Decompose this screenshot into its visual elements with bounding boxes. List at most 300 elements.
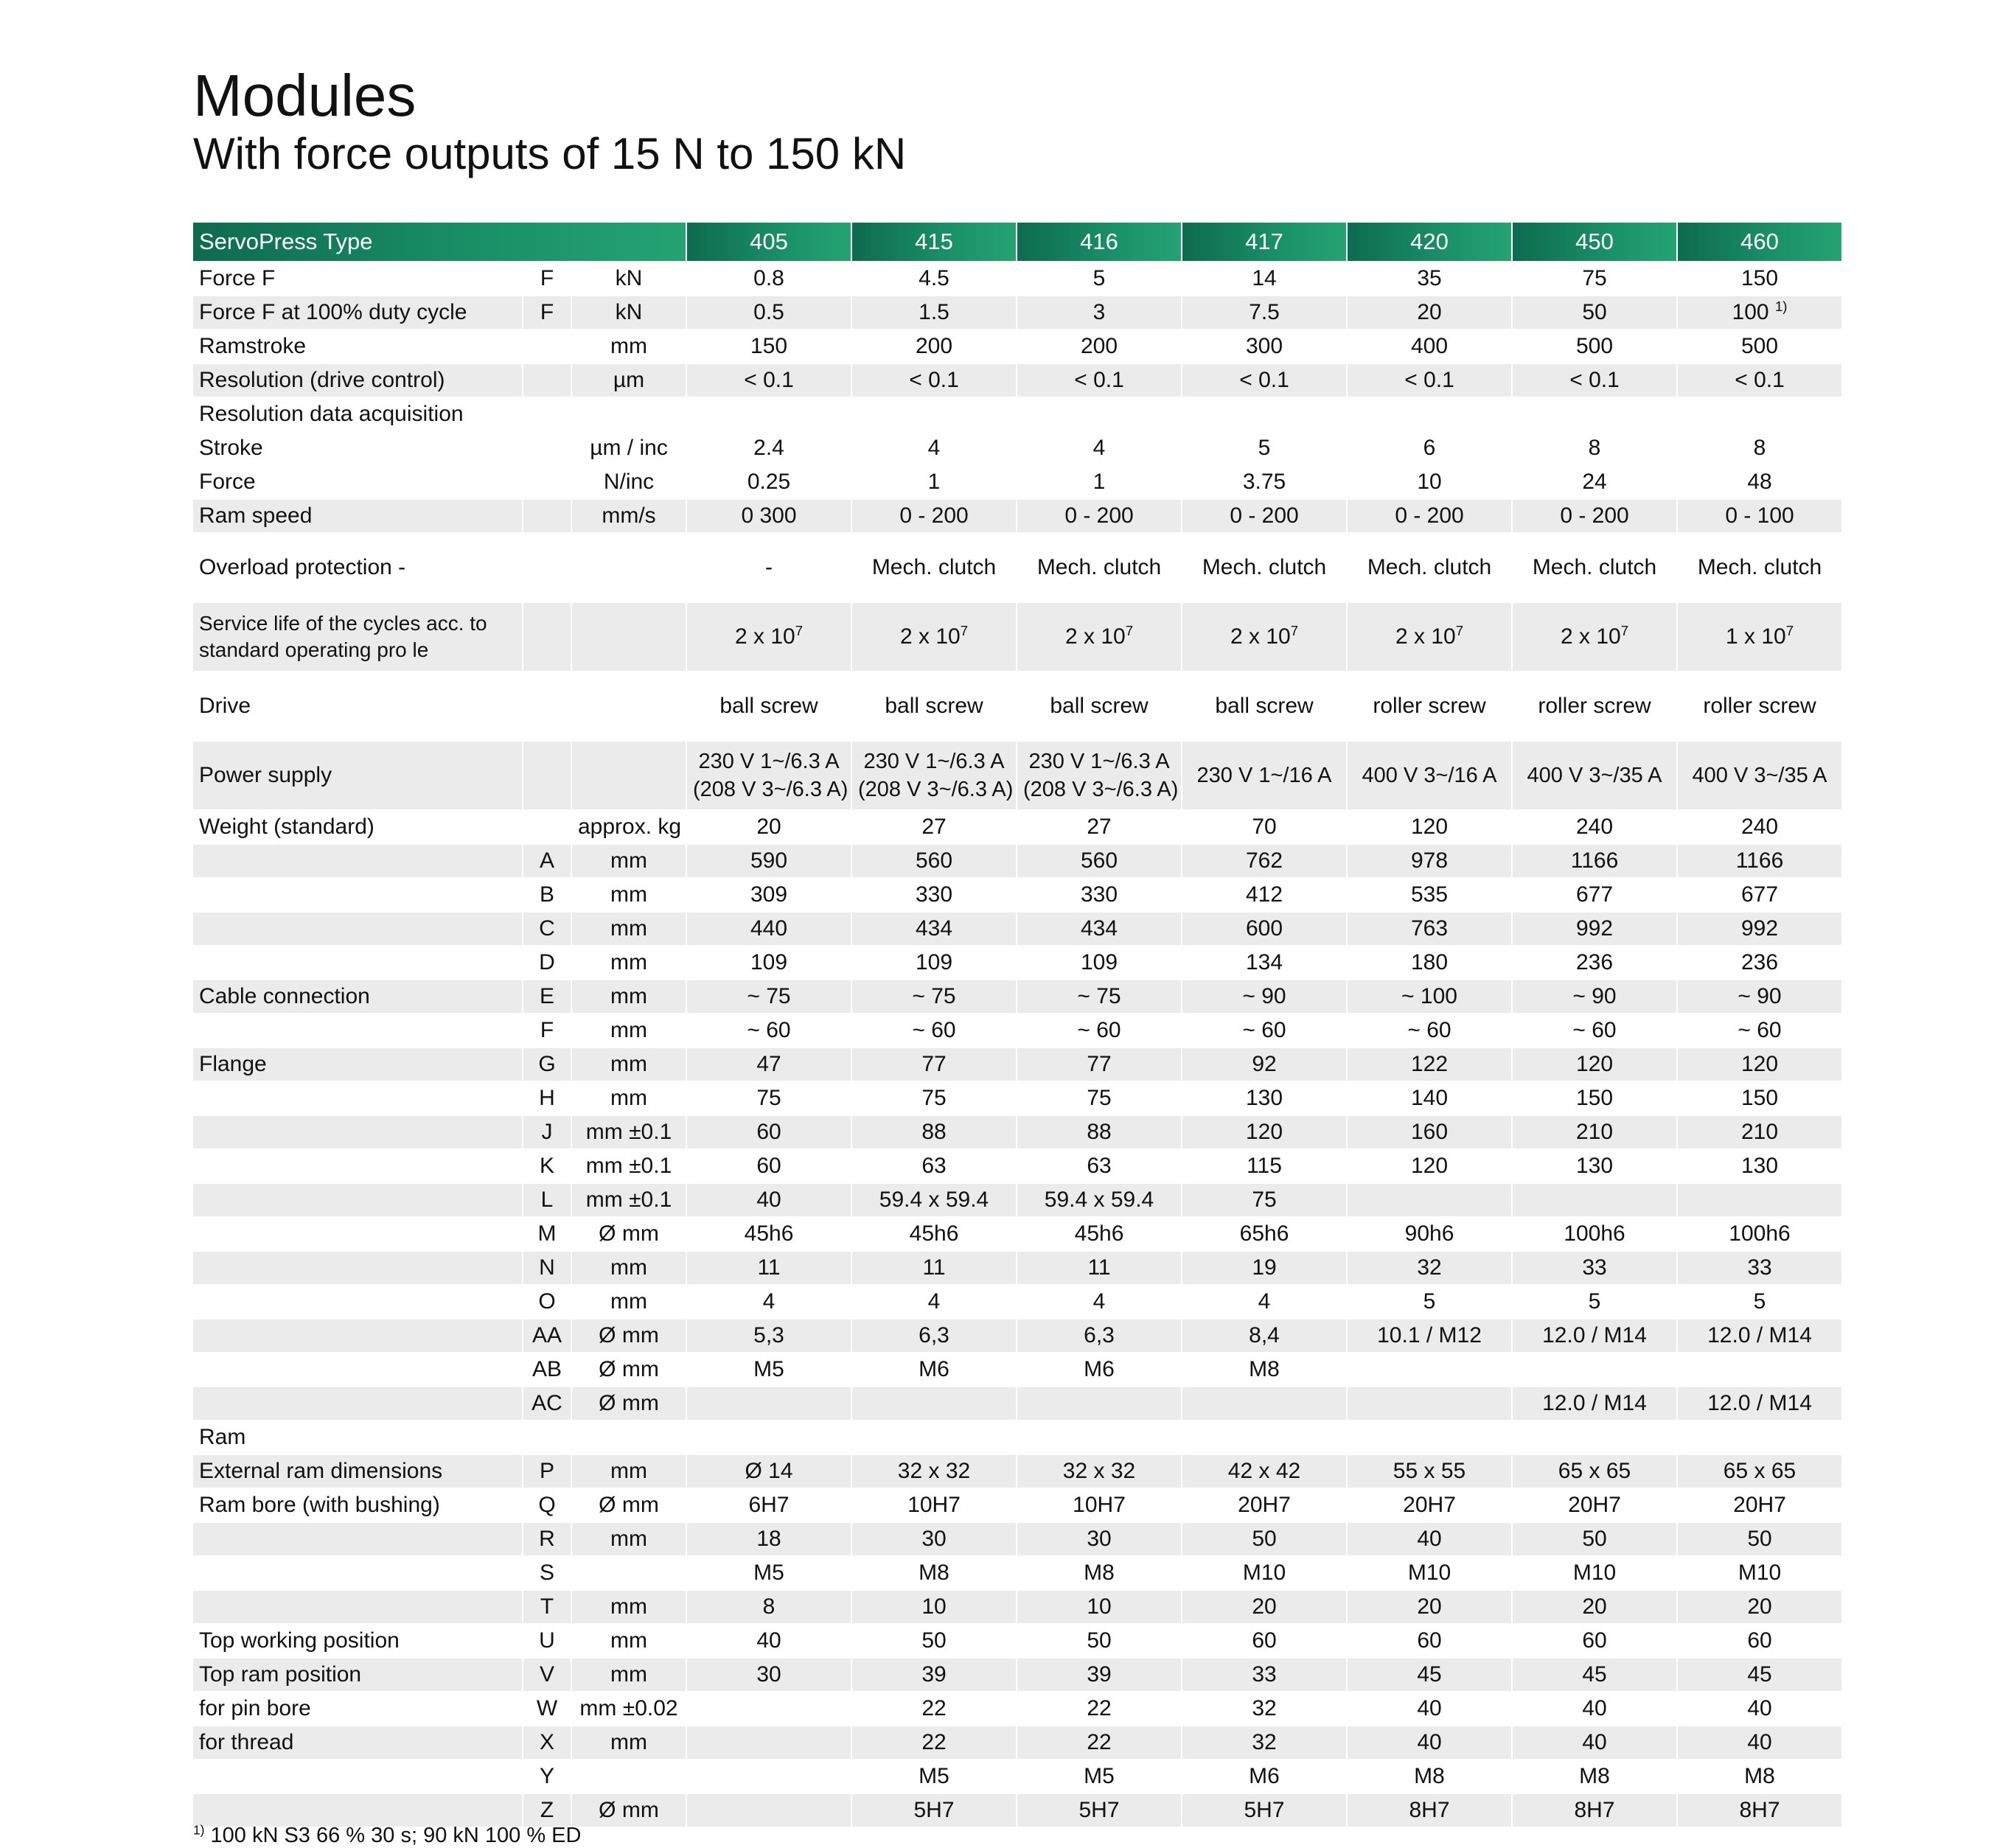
table-cell: M6 [1017,1353,1182,1387]
table-cell: 20 [1347,1590,1512,1624]
column-header: 420 [1347,223,1512,262]
table-cell [851,397,1017,431]
table-cell: Mech. clutch [1512,533,1677,602]
table-cell: 160 [1347,1115,1512,1149]
table-cell: 3 [1017,296,1182,329]
table-cell: 30 [686,1658,851,1692]
table-cell: 45 [1512,1658,1677,1692]
table-cell: 11 [686,1251,851,1285]
table-cell: 120 [1512,1047,1677,1081]
table-cell: 5,3 [686,1319,851,1353]
table-cell: 109 [1017,946,1182,980]
table-cell: < 0.1 [1182,363,1347,397]
row-label [193,1285,523,1319]
row-label [193,1149,523,1183]
cell-exponent: 7 [1455,623,1464,638]
table-cell: ~ 100 [1347,980,1512,1014]
table-cell: 11 [851,1251,1017,1285]
table-row [193,1353,1842,1387]
cell-value: 2 x 10 [1395,624,1456,649]
row-symbol: U [523,1624,571,1658]
table-cell: 50 [1017,1624,1182,1658]
row-symbol: Q [523,1488,571,1522]
table-cell: 45h6 [1017,1217,1182,1251]
footnote-text: 100 kN S3 66 % 30 s; 90 kN 100 % ED [204,1824,582,1847]
table-cell: 70 [1182,810,1347,844]
table-cell: 240 [1677,810,1842,844]
table-cell: 8 [1512,431,1677,465]
table-cell: 130 [1512,1149,1677,1183]
cell-exponent: 7 [1620,623,1629,638]
table-cell: 20H7 [1347,1488,1512,1522]
column-header: 450 [1512,223,1677,262]
table-cell: 677 [1677,878,1842,912]
table-cell: 12.0 / M14 [1677,1319,1842,1353]
row-unit: Ø mm [571,1387,686,1420]
table-cell [1182,602,1347,672]
table-cell: 4 [1017,1285,1182,1319]
table-cell: 6 [1347,431,1512,465]
table-cell: 762 [1182,844,1347,878]
table-cell [1677,741,1842,810]
table-cell: ~ 60 [1677,1014,1842,1047]
row-symbol [523,329,571,363]
table-cell: 200 [851,329,1017,363]
cell-value: 1 x 10 [1725,624,1786,649]
table-cell [1182,1420,1347,1454]
table-row [193,1081,1842,1115]
row-unit [571,1556,686,1590]
table-cell: M10 [1347,1556,1512,1590]
table-cell: 65 x 65 [1677,1454,1842,1488]
table-cell: 42 x 42 [1182,1454,1347,1488]
table-cell: 7.5 [1182,296,1347,329]
page-subtitle: With force outputs of 15 N to 150 kN [193,129,907,178]
table-cell [851,741,1017,810]
table-cell: 4 [686,1285,851,1319]
cell-value: 2 x 10 [734,624,795,649]
table-cell: ~ 60 [686,1014,851,1047]
table-cell: 560 [1017,844,1182,878]
cell-exponent: 7 [1785,623,1794,638]
table-cell: 59.4 x 59.4 [1017,1183,1182,1217]
table-cell: 65 x 65 [1512,1454,1677,1488]
table-cell: 39 [851,1658,1017,1692]
table-cell: 33 [1677,1251,1842,1285]
table-cell: 0 - 200 [1512,499,1677,533]
table-cell: 12.0 / M14 [1677,1387,1842,1420]
table-cell [1017,1387,1182,1420]
row-unit [571,1760,686,1793]
table-cell: 45h6 [851,1217,1017,1251]
row-symbol: S [523,1556,571,1590]
table-cell: 27 [851,810,1017,844]
row-label [193,1319,523,1353]
table-cell: M10 [1182,1556,1347,1590]
table-row [193,1522,1842,1556]
table-row [193,499,1842,533]
table-cell [686,1726,851,1760]
table-cell: 100h6 [1512,1217,1677,1251]
table-cell: 3.75 [1182,465,1347,499]
table-cell: 4 [851,431,1017,465]
row-symbol: B [523,878,571,912]
row-unit: mm [571,980,686,1014]
table-cell: 4 [851,1285,1017,1319]
table-cell: ~ 75 [851,980,1017,1014]
table-cell: 22 [851,1692,1017,1726]
table-cell [1677,397,1842,431]
row-symbol [523,810,571,844]
table-row [193,363,1842,397]
table-cell: 24 [1512,465,1677,499]
row-label: Ram bore (with bushing) [193,1488,523,1522]
table-cell [1017,397,1182,431]
row-symbol: V [523,1658,571,1692]
table-cell: 10H7 [851,1488,1017,1522]
cell-exponent: 7 [1125,623,1134,638]
table-row [193,1149,1842,1183]
row-unit: Ø mm [571,1319,686,1353]
row-label [193,1014,523,1047]
table-cell [1347,741,1512,810]
table-row [193,1488,1842,1522]
table-cell: 8 [1677,431,1842,465]
table-cell: Mech. clutch [851,533,1017,602]
table-cell [1017,741,1182,810]
row-symbol: P [523,1454,571,1488]
table-cell: < 0.1 [1677,363,1842,397]
table-row [193,741,1842,810]
table-cell: ~ 90 [1182,980,1347,1014]
row-symbol [523,499,571,533]
table-cell: 75 [1512,262,1677,296]
table-cell: 434 [1017,912,1182,946]
table-cell: 600 [1182,912,1347,946]
table-cell: 22 [1017,1692,1182,1726]
table-cell: 20 [1347,296,1512,329]
table-cell: 1 [851,465,1017,499]
table-cell: 200 [1017,329,1182,363]
row-label: Overload protection - [193,533,523,602]
footnote-ref: 1) [1774,299,1788,314]
table-cell: 120 [1182,1115,1347,1149]
table-cell: 1166 [1512,844,1677,878]
table-row [193,946,1842,980]
row-unit: mm [571,946,686,980]
row-label [193,1081,523,1115]
table-cell [686,741,851,810]
table-cell: 33 [1512,1251,1677,1285]
cell-line: 230 V 1~/6.3 A [698,750,840,773]
table-cell: 4 [1017,431,1182,465]
row-label [193,1387,523,1420]
row-symbol: X [523,1726,571,1760]
table-cell: M10 [1677,1556,1842,1590]
table-cell: ~ 60 [1182,1014,1347,1047]
row-unit: mm [571,1285,686,1319]
row-unit [571,672,686,741]
table-cell: 60 [1347,1624,1512,1658]
table-row [193,262,1842,296]
table-cell: 100h6 [1677,1217,1842,1251]
row-unit: mm [571,878,686,912]
row-unit [571,602,686,672]
row-label: Drive [193,672,523,741]
table-cell: 130 [1182,1081,1347,1115]
table-cell [686,397,851,431]
table-cell: 5 [1182,431,1347,465]
table-cell: 6,3 [851,1319,1017,1353]
table-cell: 6,3 [1017,1319,1182,1353]
table-cell: 1.5 [851,296,1017,329]
cell-line: 230 V 1~/6.3 A [863,750,1005,773]
table-cell: ~ 60 [851,1014,1017,1047]
table-cell [686,1793,851,1827]
table-cell: 22 [1017,1726,1182,1760]
table-cell: 978 [1347,844,1512,878]
table-row [193,1047,1842,1081]
table-cell [1347,1353,1512,1387]
table-cell: 122 [1347,1047,1512,1081]
table-cell: 32 [1347,1251,1512,1285]
table-cell: 150 [1677,1081,1842,1115]
table-cell: 11 [1017,1251,1182,1285]
row-unit: mm [571,1454,686,1488]
table-cell: 150 [1677,262,1842,296]
table-cell: 120 [1347,810,1512,844]
table-cell: 8,4 [1182,1319,1347,1353]
table-cell: 0 - 200 [1017,499,1182,533]
row-label: Ram [193,1420,523,1454]
cell-line: (208 V 3~/6.3 A) [693,778,848,801]
table-cell: 2.4 [686,431,851,465]
table-cell: < 0.1 [686,363,851,397]
row-label [193,1590,523,1624]
table-row [193,1556,1842,1590]
row-unit: mm/s [571,499,686,533]
table-cell: 12.0 / M14 [1512,1387,1677,1420]
row-unit: mm [571,844,686,878]
table-cell: 140 [1347,1081,1512,1115]
row-label [193,1556,523,1590]
table-cell: 0 - 100 [1677,499,1842,533]
table-cell [686,602,851,672]
table-cell: ~ 60 [1512,1014,1677,1047]
table-cell [1677,1183,1842,1217]
row-label: Cable connection [193,980,523,1014]
table-row [193,1285,1842,1319]
row-label [193,844,523,878]
row-label: External ram dimensions [193,1454,523,1488]
row-label-line: standard operating pro le [199,638,429,661]
row-symbol: F [523,1014,571,1047]
footnote [193,1824,581,1848]
table-cell: 75 [1017,1081,1182,1115]
row-unit: Ø mm [571,1793,686,1827]
table-row [193,1387,1842,1420]
table-cell: 18 [686,1522,851,1556]
row-label [193,878,523,912]
row-unit: kN [571,262,686,296]
table-cell: 8H7 [1677,1793,1842,1827]
table-cell: 59.4 x 59.4 [851,1183,1017,1217]
table-cell: 60 [1677,1624,1842,1658]
table-cell: 10 [1017,1590,1182,1624]
table-row [193,1760,1842,1793]
table-cell: 20 [1677,1590,1842,1624]
table-cell: ball screw [1017,672,1182,741]
column-header: 460 [1677,223,1842,262]
table-cell: 5 [1677,1285,1842,1319]
table-row [193,1251,1842,1285]
row-unit: mm [571,1047,686,1081]
cell-line: (208 V 3~/6.3 A) [1023,778,1179,801]
table-cell: M8 [1677,1760,1842,1793]
row-symbol: H [523,1081,571,1115]
table-cell: 330 [851,878,1017,912]
table-cell: 75 [851,1081,1017,1115]
table-cell: 5H7 [1182,1793,1347,1827]
row-unit: mm ±0.1 [571,1149,686,1183]
table-cell: 763 [1347,912,1512,946]
row-symbol: M [523,1217,571,1251]
row-unit: mm [571,1590,686,1624]
table-row [193,431,1842,465]
row-unit: Ø mm [571,1217,686,1251]
table-row [193,602,1842,672]
row-unit [571,741,686,810]
table-cell: 10H7 [1017,1488,1182,1522]
table-cell: ~ 60 [1347,1014,1512,1047]
page-title: Modules [193,63,417,128]
row-label: Ram speed [193,499,523,533]
table-cell: 0.8 [686,262,851,296]
row-unit: mm [571,1251,686,1285]
table-cell: Mech. clutch [1017,533,1182,602]
row-label [193,912,523,946]
table-cell: 0 - 200 [1182,499,1347,533]
row-unit: µm / inc [571,431,686,465]
row-symbol: E [523,980,571,1014]
table-cell: 10 [851,1590,1017,1624]
table-cell [1512,1353,1677,1387]
table-cell: 500 [1512,329,1677,363]
row-unit [571,397,686,431]
row-label: for thread [193,1726,523,1760]
table-cell [1347,1420,1512,1454]
table-cell: 120 [1347,1149,1512,1183]
table-cell: M8 [1347,1760,1512,1793]
cell-line: 400 V 3~/35 A [1527,764,1662,787]
spec-table [193,223,1843,1828]
cell-line: 230 V 1~/6.3 A [1028,750,1170,773]
table-cell: 412 [1182,878,1347,912]
row-symbol: F [523,296,571,329]
table-cell: 40 [686,1624,851,1658]
table-cell: 400 [1347,329,1512,363]
table-cell: M10 [1512,1556,1677,1590]
table-cell: 5 [1017,262,1182,296]
table-cell: M8 [851,1556,1017,1590]
table-cell: roller screw [1347,672,1512,741]
table-cell [851,602,1017,672]
row-label-line: Service life of the cycles acc. to [199,612,487,635]
row-symbol [523,672,571,741]
row-label [193,1760,523,1793]
row-unit: mm [571,1522,686,1556]
row-label: Ramstroke [193,329,523,363]
table-cell: 20 [1512,1590,1677,1624]
row-unit: mm [571,1624,686,1658]
table-cell: 434 [851,912,1017,946]
table-cell: 0.5 [686,296,851,329]
table-row [193,1624,1842,1658]
table-row [193,1420,1842,1454]
row-symbol: T [523,1590,571,1624]
row-unit: mm [571,1014,686,1047]
table-cell: 0.25 [686,465,851,499]
table-cell: 12.0 / M14 [1512,1319,1677,1353]
table-row [193,1590,1842,1624]
table-cell: Mech. clutch [1677,533,1842,602]
table-cell: M5 [686,1556,851,1590]
row-symbol [523,363,571,397]
table-cell: 47 [686,1047,851,1081]
row-symbol: C [523,912,571,946]
cell-line: (208 V 3~/6.3 A) [858,778,1014,801]
table-cell: < 0.1 [1512,363,1677,397]
table-row [193,844,1842,878]
row-symbol [523,741,571,810]
table-row [193,810,1842,844]
table-row [193,1793,1842,1827]
table-row [193,912,1842,946]
table-row [193,329,1842,363]
table-cell: 150 [686,329,851,363]
table-cell: 75 [686,1081,851,1115]
row-label: Top working position [193,1624,523,1658]
document-page [193,63,1842,1847]
table-cell: Ø 14 [686,1454,851,1488]
table-cell [1347,397,1512,431]
table-cell: 75 [1182,1183,1347,1217]
table-cell: 0 - 200 [851,499,1017,533]
row-unit: approx. kg [571,810,686,844]
table-cell: 8H7 [1347,1793,1512,1827]
table-cell: 5 [1347,1285,1512,1319]
row-unit [571,1420,686,1454]
column-header: 417 [1182,223,1347,262]
table-cell [1512,397,1677,431]
table-cell: M8 [1182,1353,1347,1387]
table-cell: 32 [1182,1726,1347,1760]
table-cell: 48 [1677,465,1842,499]
table-cell: 50 [851,1624,1017,1658]
row-symbol: G [523,1047,571,1081]
table-cell: 50 [1677,1522,1842,1556]
table-row [193,397,1842,431]
cell-value: 2 x 10 [1064,624,1126,649]
table-row [193,1454,1842,1488]
row-label [193,1353,523,1387]
table-cell: 992 [1512,912,1677,946]
table-cell [1677,1420,1842,1454]
cell-line: 400 V 3~/16 A [1362,764,1497,787]
row-unit: mm ±0.02 [571,1692,686,1726]
table-cell: 5 [1512,1285,1677,1319]
table-cell [1677,296,1842,329]
